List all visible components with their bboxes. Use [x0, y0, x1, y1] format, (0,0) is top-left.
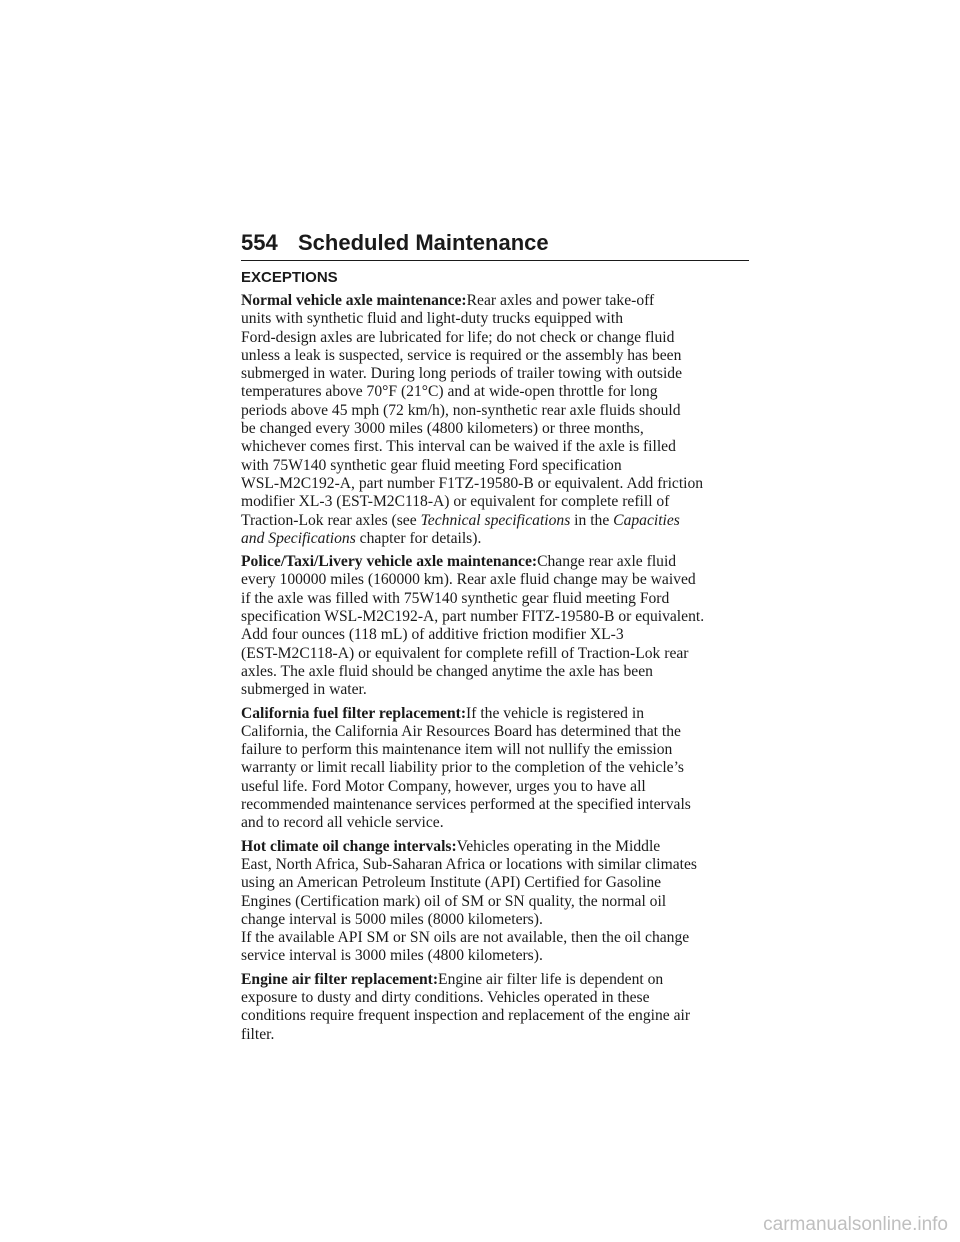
page-content — [241, 268, 751, 1049]
text-line: Engines (Certification mark) oil of SM or SN quality, the normal oil — [241, 892, 667, 910]
text-line: Add four ounces (118 mL) of additive friction modifier XL-3 — [241, 626, 624, 644]
cross-reference: Technical specifications — [420, 511, 571, 529]
entry-title: Engine air filter replacement: — [241, 970, 439, 988]
text-line — [241, 705, 751, 723]
text-run: If the vehicle is registered in — [466, 704, 645, 722]
page-header — [241, 228, 749, 261]
text-line: East, North Africa, Sub-Saharan Africa or locations with similar climates — [241, 855, 697, 873]
hot-climate-oil-entry — [241, 838, 751, 966]
text-line: every 100000 miles (160000 km). Rear axle fluid change may be waived — [241, 571, 696, 589]
page-number: 554 — [241, 230, 278, 255]
text-line: specification WSL-M2C192-A, part number FITZ-19580-B or equivalent. — [241, 608, 705, 626]
text-line: service interval is 3000 miles (4800 kilometers). — [241, 947, 543, 965]
text-line: If the available API SM or SN oils are not available, then the oil change — [241, 929, 690, 947]
text-run: Change rear axle fluid — [537, 553, 677, 571]
text-line: exposure to dusty and dirty conditions. Vehicles operated in these — [241, 988, 650, 1006]
entry-title: Police/Taxi/Livery vehicle axle maintenance: — [241, 553, 538, 571]
text-line — [241, 553, 751, 571]
text-line — [241, 292, 751, 310]
text-line: recommended maintenance services performed at the specified intervals — [241, 796, 691, 814]
entry-title: California fuel filter replacement: — [241, 704, 467, 722]
text-line: useful life. Ford Motor Company, however, urges you to have all — [241, 777, 646, 795]
text-run: Traction-Lok rear axles (see — [241, 511, 421, 529]
text-run: Rear axles and power take-off — [466, 292, 655, 309]
text-line — [241, 530, 751, 548]
text-line: submerged in water. During long periods of trailer towing with outside — [241, 365, 683, 383]
text-run: Engine air filter life is dependent on — [438, 970, 664, 988]
text-line: units with synthetic fluid and light-duty trucks equipped with — [241, 310, 624, 328]
cross-reference: Capacities — [613, 511, 680, 529]
california-fuel-filter-entry — [241, 705, 751, 833]
text-line: with 75W140 synthetic gear fluid meeting Ford specification — [241, 456, 622, 474]
watermark: carmanualsonline.info — [763, 1214, 948, 1235]
text-line: filter. — [241, 1025, 275, 1043]
entry-title: Hot climate oil change intervals: — [241, 837, 457, 855]
section-title: Scheduled Maintenance — [298, 230, 549, 255]
text-run: chapter for details). — [355, 529, 482, 547]
cross-reference: and Specifications — [241, 529, 356, 547]
police-axle-entry — [241, 553, 751, 699]
entry-title: Normal vehicle axle maintenance: — [241, 292, 467, 309]
text-line: warranty or limit recall liability prior to the completion of the vehicle’s — [241, 759, 684, 777]
text-line: using an American Petroleum Institute (API) Certified for Gasoline — [241, 874, 662, 892]
text-run: Vehicles operating in the Middle — [456, 837, 661, 855]
text-line: axles. The axle fluid should be changed anytime the axle has been — [241, 662, 653, 680]
text-line: periods above 45 mph (72 km/h), non-synthetic rear axle fluids should — [241, 401, 681, 419]
exceptions-heading: EXCEPTIONS — [241, 269, 338, 286]
text-line: conditions require frequent inspection and replacement of the engine air — [241, 1007, 691, 1025]
text-line: unless a leak is suspected, service is required or the assembly has been — [241, 346, 682, 364]
text-line: be changed every 3000 miles (4800 kilometers) or three months, — [241, 420, 644, 438]
text-line — [241, 971, 751, 989]
text-run: in the — [570, 511, 614, 529]
text-line: change interval is 5000 miles (8000 kilometers). — [241, 910, 543, 928]
text-line: (EST-M2C118-A) or equivalent for complete refill of Traction-Lok rear — [241, 644, 689, 662]
text-line: if the axle was filled with 75W140 synthetic gear fluid meeting Ford — [241, 589, 670, 607]
text-line: Ford-design axles are lubricated for life; do not check or change fluid — [241, 328, 675, 346]
text-line: whichever comes first. This interval can be waived if the axle is filled — [241, 438, 676, 456]
text-line — [241, 838, 751, 856]
axle-maintenance-entry — [241, 292, 751, 548]
text-line: failure to perform this maintenance item will not nullify the emission — [241, 741, 673, 759]
text-line — [241, 512, 751, 530]
text-line: WSL-M2C192-A, part number F1TZ-19580-B or equivalent. Add friction — [241, 474, 704, 492]
engine-air-filter-entry — [241, 971, 751, 1044]
text-line: submerged in water. — [241, 681, 367, 699]
text-line: and to record all vehicle service. — [241, 814, 444, 832]
text-line: temperatures above 70°F (21°C) and at wide-open throttle for long — [241, 383, 658, 401]
text-line: California, the California Air Resources Board has determined that the — [241, 722, 681, 740]
text-line: modifier XL-3 (EST-M2C118-A) or equivalent for complete refill of — [241, 493, 670, 511]
